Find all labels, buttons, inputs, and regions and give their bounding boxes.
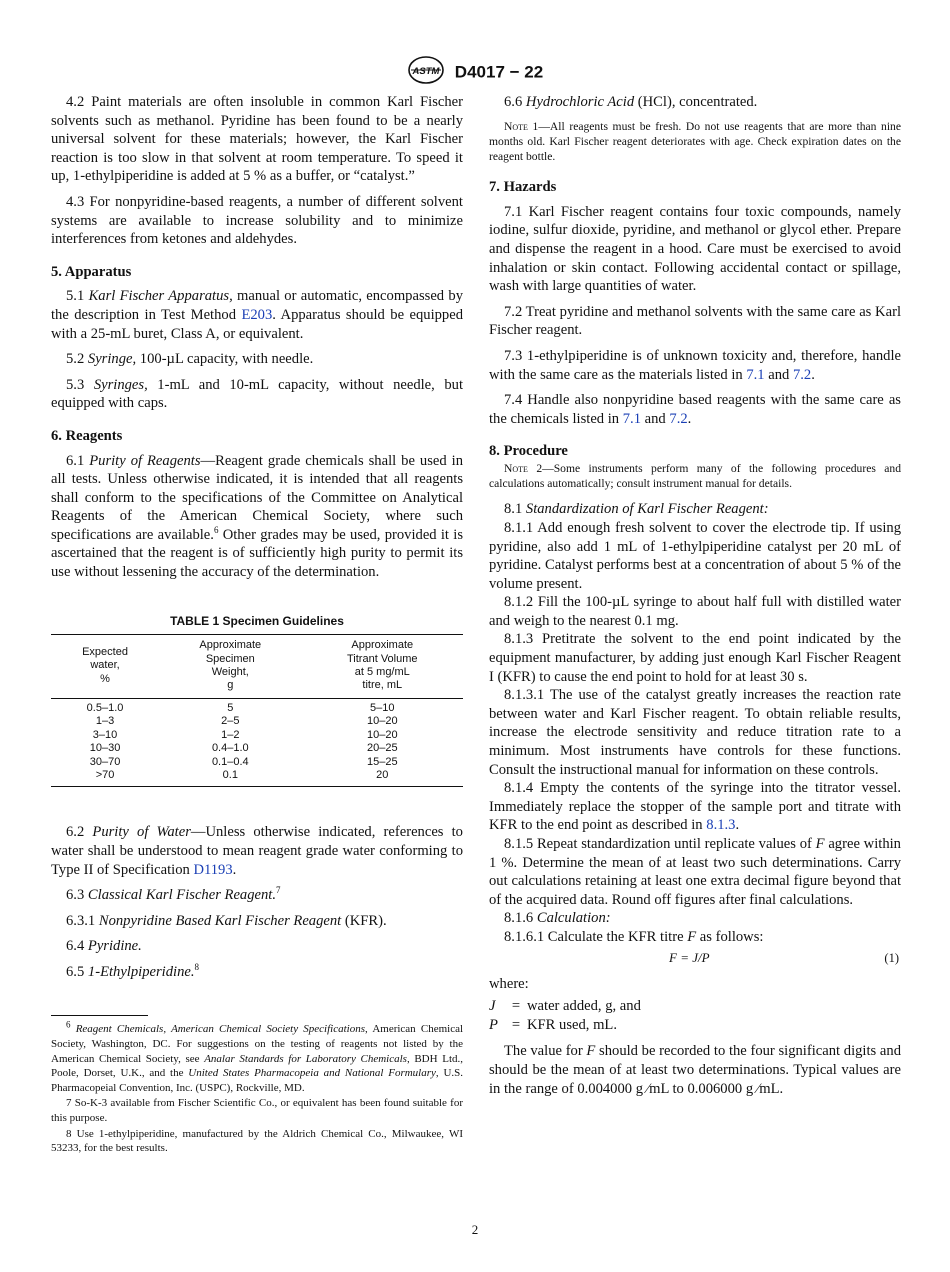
para-7-2: 7.2 Treat pyridine and methanol solvents with the same care as Karl Fischer reagent. [489,303,901,339]
section-5-heading: 5. Apparatus [51,263,132,280]
note-2: Note 2—Some instruments perform many of the following procedures and calculations automatically; consult instrument manual for details. [489,461,901,491]
para-7-4: 7.4 Handle also nonpyridine based reagents with the same care as the chemicals listed in 7.1 and 7.2. [489,392,901,427]
para-4-2: 4.2 Paint materials are often insoluble in common Karl Fischer solvents such as methanol. Pyridine has been found to be a nearly universal solvent for these materials; however, the Karl Fischer reaction is too slow in that solvent at room temperature. To speed it up, 1-ethylpiperidine is added at 5 % as a buffer, or “catalyst.” [51,94,463,185]
para-6-6: 6.6 Hydrochloric Acid (HCl), concentrated. [504,94,758,110]
definition-j: J = water added, g, and [489,998,641,1015]
definition-p: P = KFR used, mL. [489,1016,617,1033]
para-8-1-6-1: 8.1.6.1 Calculate the KFR titre F as follows: [504,928,764,945]
para-5-2: 5.2 Syringe, 100-µL capacity, with needle. [66,351,314,368]
para-8-1-3-1: 8.1.3.1 The use of the catalyst greatly increases the reaction rate between water and Karl Fischer reagent. To obtain reliable results, increase the electrode sensitivity and reduce titration rate to a minimum. Most instruments have controls for these functions. Consult the instructional manual for information on these controls. [489,687,901,778]
para-6-1: 6.1 Purity of Reagents—Reagent grade chemicals shall be used in all tests. Unless otherwise indicated, it is intended that all reagents shall conform to the specifications of the Committee on Analytical Reagents of the American Chemical Society, where such specifications are available.$^6$ Other grades may be used, provided it is ascertained that the reagent is of sufficiently high purity to permit its use without lessening the accuracy of the determination. [51,452,463,581]
para-8-1-3: 8.1.3 Pretitrate the solvent to the end point indicated by the equipment manufacturer, by adding just enough Karl Fischer Reagent I (KFR) to cause the end point to hold for at least 30 s. [489,631,901,685]
equation-formula: F = J/P [669,949,710,965]
link-7-2[interactable]: 7.2 [792,366,812,383]
para-8-1-2: 8.1.2 Fill the 100-µL syringe to about half full with distilled water and weigh to the nearest 0.1 mg. [489,594,901,629]
table-row: 3–10 1–2 10–20 [92,728,398,741]
left-column [51,93,463,1157]
variable-definitions [489,997,901,1034]
para-8-1-5: 8.1.5 Repeat standardization until replicate values of F agree within 1 %. Determine the mean of at least two such determinations. Carry out calculations retaining at least one extra decimal figure beyond that of the acquired data. Round off figures after final calculations. [489,836,901,908]
para-6-4: 6.4 Pyridine. [66,938,142,955]
right-column [489,93,901,1105]
astm-logo-icon [407,55,445,90]
page-number: 2 [471,1222,479,1237]
table-header-titrant: Approximate Titrant Volume at 5 mg/mL titre, mL [302,635,463,699]
footnote-6: $^6$ Reagent Chemicals, American Chemical Society Specifications, American Chemical Society, Washington, DC. For suggestions on the testing of reagents not listed by the American Chemical Society, see Analar Standards for Laboratory Chemicals, BDH Ltd., Poole, Dorset, U.K., and the United States Pharmacopeia and National Formulary, U.S. Pharmacopeial Convention, Inc. (USPC), Rockville, MD. [51,1019,464,1094]
para-6-2: 6.2 Purity of Water—Unless otherwise indicated, references to water shall be understood to mean reagent grade water conforming to Type II of Specification D1193. [51,824,463,878]
astm-logo-text: ASTM [412,66,440,77]
para-f-value: The value for F should be recorded to the four significant digits and should be the mean of at least two determinations. Typical values are in the range of 0.004000 g ⁄mL to 0.006000 g ⁄mL. [489,1043,901,1097]
para-8-1-4: 8.1.4 Empty the contents of the syringe into the titrator vessel. Immediately replace the stopper of the sample port and titrate with KFR to the end point as described in 8.1.3. [489,780,901,834]
where-label: where: [489,975,529,992]
footnote-8: 8 Use 1-ethylpiperidine, manufactured by the Aldrich Chemical Co., Milwaukee, WI 53233, for the best results. [51,1127,463,1155]
para-8-1-1: 8.1.1 Add enough fresh solvent to cover the electrode tip. If using pyridine, also add 1 mL of 1-ethylpiperidine catalyst per 20 mL of pyridine. Catalyst performs best at a concentration of about 5 % of the volume present. [489,519,901,592]
link-d1193[interactable]: D1193 [193,861,233,878]
section-7-heading: 7. Hazards [489,179,557,196]
link-8-1-3[interactable]: 8.1.3 [706,817,736,834]
table-row: 0.5–1.0 5 5–10 [86,701,395,714]
document-code: D4017 − 22 [454,62,544,82]
table-row: 1–3 2–5 10–20 [95,715,398,728]
para-8-1-6: 8.1.6 Calculation: [504,910,611,927]
para-8-1: 8.1 Standardization of Karl Fischer Reagent: [504,501,769,518]
table-header-water: Expected water, % [51,635,159,699]
link-e203[interactable]: E203 [241,306,273,323]
para-7-3: 7.3 1-ethylpiperidine is of unknown toxicity and, therefore, handle with the same care as the materials listed in 7.1 and 7.2. [489,347,901,383]
para-4-3: 4.3 For nonpyridine-based reagents, a number of different solvent systems are available to increase solubility and to minimize interferences from ketones and aldehydes. [51,193,463,248]
link-7-2[interactable]: 7.2 [669,410,688,427]
table-row: 10–30 0.4–1.0 20–25 [89,742,398,755]
para-6-3-1: 6.3.1 Nonpyridine Based Karl Fischer Reagent (KFR). [66,912,387,929]
table-row: >70 0.1 20 [51,769,463,787]
table-1-title: TABLE 1 Specimen Guidelines [170,613,344,628]
para-6-5: 6.5 1-Ethylpiperidine.$^8$ [66,962,199,980]
equation-number: (1) [884,950,899,965]
table-header-weight: Approximate Specimen Weight, g [159,635,301,699]
para-7-1: 7.1 Karl Fischer reagent contains four toxic compounds, namely iodine, sulfur dioxide, pyridine, and methanol or glycol ether. Prepare and dispense the reagent in a hood. Care must be exercised to avoid inhalation or skin contact. Following accidental contact or spillage, wash with large quantities of water. [489,203,901,295]
table-row: 30–70 0.1–0.4 15–25 [89,755,398,768]
footnote-7: 7 So-K-3 available from Fischer Scientific Co., or equivalent has been found suitable for this purpose. [51,1097,463,1125]
link-7-1[interactable]: 7.1 [622,410,641,427]
section-6-heading: 6. Reagents [51,427,123,444]
equation-1 [489,947,901,969]
para-5-3: 5.3 Syringes, 1-mL and 10-mL capacity, without needle, but equipped with caps. [51,376,464,412]
specimen-guidelines-table [51,634,463,787]
page-header [0,55,950,90]
note-1: Note 1—All reagents must be fresh. Do not use reagents that are more than nine months old. Karl Fischer reagent deteriorates with age. Check expiration dates on the reagent bottle. [489,119,902,163]
footnote-divider [51,1015,148,1016]
link-7-1[interactable]: 7.1 [746,366,765,383]
para-5-1: 5.1 Karl Fischer Apparatus, manual or automatic, encompassed by the description in Test Method E203. Apparatus should be equipped with a 25-mL buret, Class A, or equivalent. [51,288,463,342]
para-6-3: 6.3 Classical Karl Fischer Reagent.$^7$ [66,885,281,904]
section-8-heading: 8. Procedure [489,443,568,460]
